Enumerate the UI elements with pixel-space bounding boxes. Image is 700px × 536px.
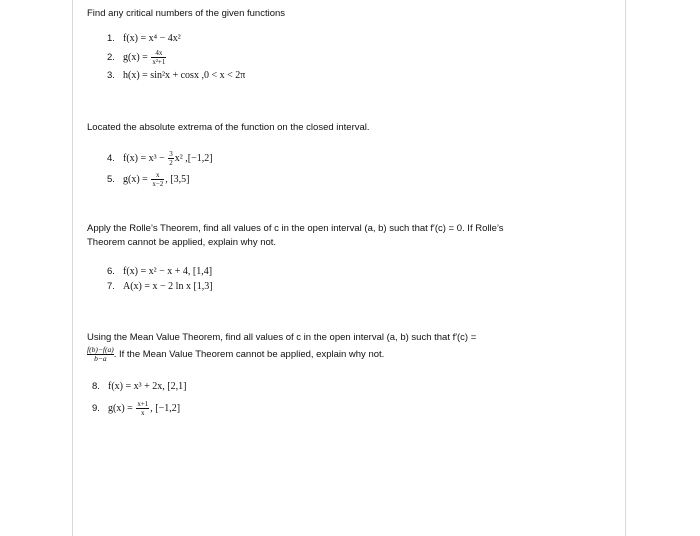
problem-expression: f(x) = x³ + 2x, [2,1] bbox=[108, 381, 187, 392]
problem-rhs: , [−1,2] bbox=[150, 402, 181, 414]
problem-rhs: , [3,5] bbox=[165, 173, 190, 185]
problem-3 bbox=[107, 70, 245, 82]
problem-lhs: f(x) = x³ − bbox=[123, 152, 165, 164]
problem-1 bbox=[107, 33, 181, 45]
fraction bbox=[168, 150, 174, 167]
fraction-numerator: x+1 bbox=[137, 400, 149, 408]
section-2-heading: Located the absolute extrema of the function on the closed interval. bbox=[87, 122, 370, 133]
problem-number: 1. bbox=[107, 33, 115, 44]
section-3-heading bbox=[87, 222, 617, 250]
document-page bbox=[72, 0, 626, 536]
problem-4 bbox=[107, 150, 213, 167]
fraction-numerator: 4x bbox=[151, 49, 166, 58]
problem-2 bbox=[107, 49, 167, 66]
section-3-heading-line-1: Apply the Rolle’s Theorem, find all values of c in the open interval (a, b) such that f′(c) = 0. If Rolle’s bbox=[87, 223, 504, 234]
problem-lhs: g(x) = bbox=[123, 51, 148, 63]
mvt-denominator: b−a bbox=[94, 354, 107, 363]
problem-5 bbox=[107, 171, 189, 188]
fraction-denominator: x²+1 bbox=[152, 58, 166, 66]
section-4-heading-line-1: Using the Mean Value Theorem, find all values of c in the open interval (a, b) such that f′(c) = bbox=[87, 332, 477, 343]
problem-number: 2. bbox=[107, 51, 115, 63]
problem-number: 4. bbox=[107, 152, 115, 164]
mvt-fraction bbox=[87, 346, 114, 363]
problem-number: 3. bbox=[107, 70, 115, 81]
problem-rhs: x² ,[−1,2] bbox=[174, 152, 213, 164]
problem-7 bbox=[107, 281, 213, 293]
problem-lhs: g(x) = bbox=[123, 173, 148, 185]
problem-expression: f(x) = x² − x + 4, [1,4] bbox=[123, 266, 213, 277]
problem-9 bbox=[92, 400, 180, 417]
problem-lhs: g(x) = bbox=[108, 402, 133, 414]
problem-number: 5. bbox=[107, 173, 115, 185]
problem-number: 6. bbox=[107, 266, 115, 277]
section-4-heading-line-2 bbox=[87, 346, 617, 363]
section-1-heading: Find any critical numbers of the given functions bbox=[87, 8, 286, 19]
section-3-heading-line-2: Theorem cannot be applied, explain why not. bbox=[87, 237, 277, 248]
problem-number: 9. bbox=[92, 402, 100, 414]
problem-6 bbox=[107, 266, 212, 278]
fraction-denominator: x bbox=[141, 409, 145, 417]
problem-expression: h(x) = sin²x + cosx ,0 < x < 2π bbox=[123, 70, 246, 81]
fraction-denominator: 2 bbox=[169, 159, 173, 167]
section-4-heading-rest: . If the Mean Value Theorem cannot be applied, explain why not. bbox=[113, 349, 385, 361]
problem-expression: f(x) = x⁴ − 4x² bbox=[123, 33, 181, 44]
problem-number: 7. bbox=[107, 281, 115, 292]
fraction-numerator: 3 bbox=[169, 150, 173, 158]
mvt-numerator: f(b)−f(a) bbox=[87, 345, 114, 354]
section-4-heading bbox=[87, 331, 617, 363]
fraction bbox=[151, 49, 166, 66]
fraction bbox=[151, 171, 164, 188]
problem-8 bbox=[92, 381, 186, 393]
problem-number: 8. bbox=[92, 381, 100, 392]
fraction-numerator: x bbox=[151, 171, 164, 180]
fraction-denominator: x−2 bbox=[152, 180, 164, 188]
fraction bbox=[136, 400, 149, 417]
problem-expression: A(x) = x − 2 ln x [1,3] bbox=[123, 281, 213, 292]
